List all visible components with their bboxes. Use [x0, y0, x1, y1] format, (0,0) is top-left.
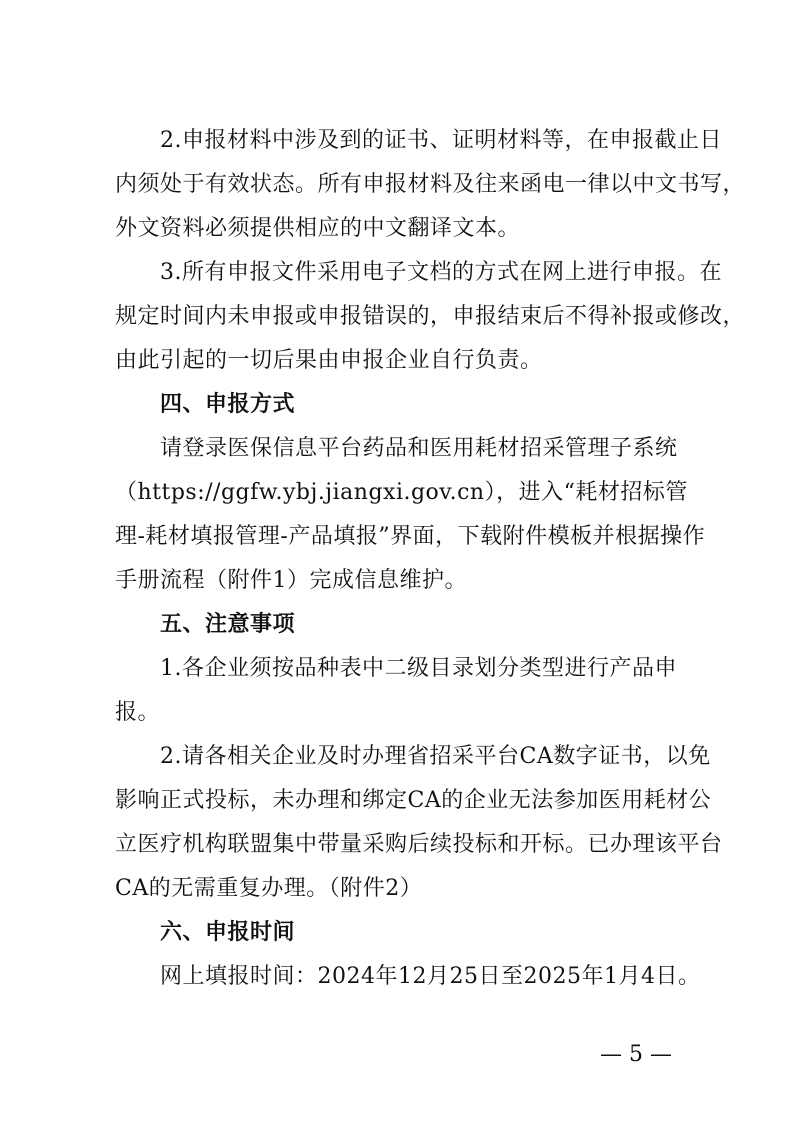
- paragraph-line: 报。: [115, 700, 161, 725]
- paragraph-line: （https://ggfw.ybj.jiangxi.gov.cn），进入“耗材招标管: [115, 480, 688, 505]
- paragraph-line: 2.请各相关企业及时办理省招采平台CA数字证书，以免: [160, 744, 711, 769]
- paragraph-line: CA的无需重复办理。（附件2）: [115, 876, 423, 901]
- paragraph-line: 影响正式投标，未办理和绑定CA的企业无法参加医用耗材公: [115, 788, 712, 813]
- paragraph-line: 3.所有申报文件采用电子文档的方式在网上进行申报。在: [160, 260, 722, 285]
- paragraph-line: 手册流程（附件1）完成信息维护。: [115, 568, 467, 593]
- paragraph-line: 1.各企业须按品种表中二级目录划分类型进行产品申: [160, 656, 677, 681]
- paragraph-line: 请登录医保信息平台药品和医用耗材招采管理子系统: [160, 436, 678, 461]
- paragraph-line: 网上填报时间：2024年12月25日至2025年1月4日。: [160, 964, 701, 989]
- paragraph-line: 外文资料必须提供相应的中文翻译文本。: [115, 216, 521, 241]
- section-heading: 四、申报方式: [160, 392, 296, 417]
- paragraph-line: 由此引起的一切后果由申报企业自行负责。: [115, 348, 543, 373]
- section-heading: 六、申报时间: [160, 920, 296, 945]
- paragraph-line: 2.申报材料中涉及到的证书、证明材料等，在申报截止日: [160, 128, 722, 153]
- section-heading: 五、注意事项: [160, 612, 296, 637]
- paragraph-line: 规定时间内未申报或申报错误的，申报结束后不得补报或修改，: [115, 304, 746, 329]
- paragraph-line: 立医疗机构联盟集中带量采购后续投标和开标。已办理该平台: [115, 832, 723, 857]
- paragraph-line: 理-耗材填报管理-产品填报”界面，下载附件模板并根据操作: [115, 524, 706, 549]
- paragraph-line: 内须处于有效状态。所有申报材料及往来函电一律以中文书写，: [115, 172, 746, 197]
- page-number: — 5 —: [600, 1042, 672, 1067]
